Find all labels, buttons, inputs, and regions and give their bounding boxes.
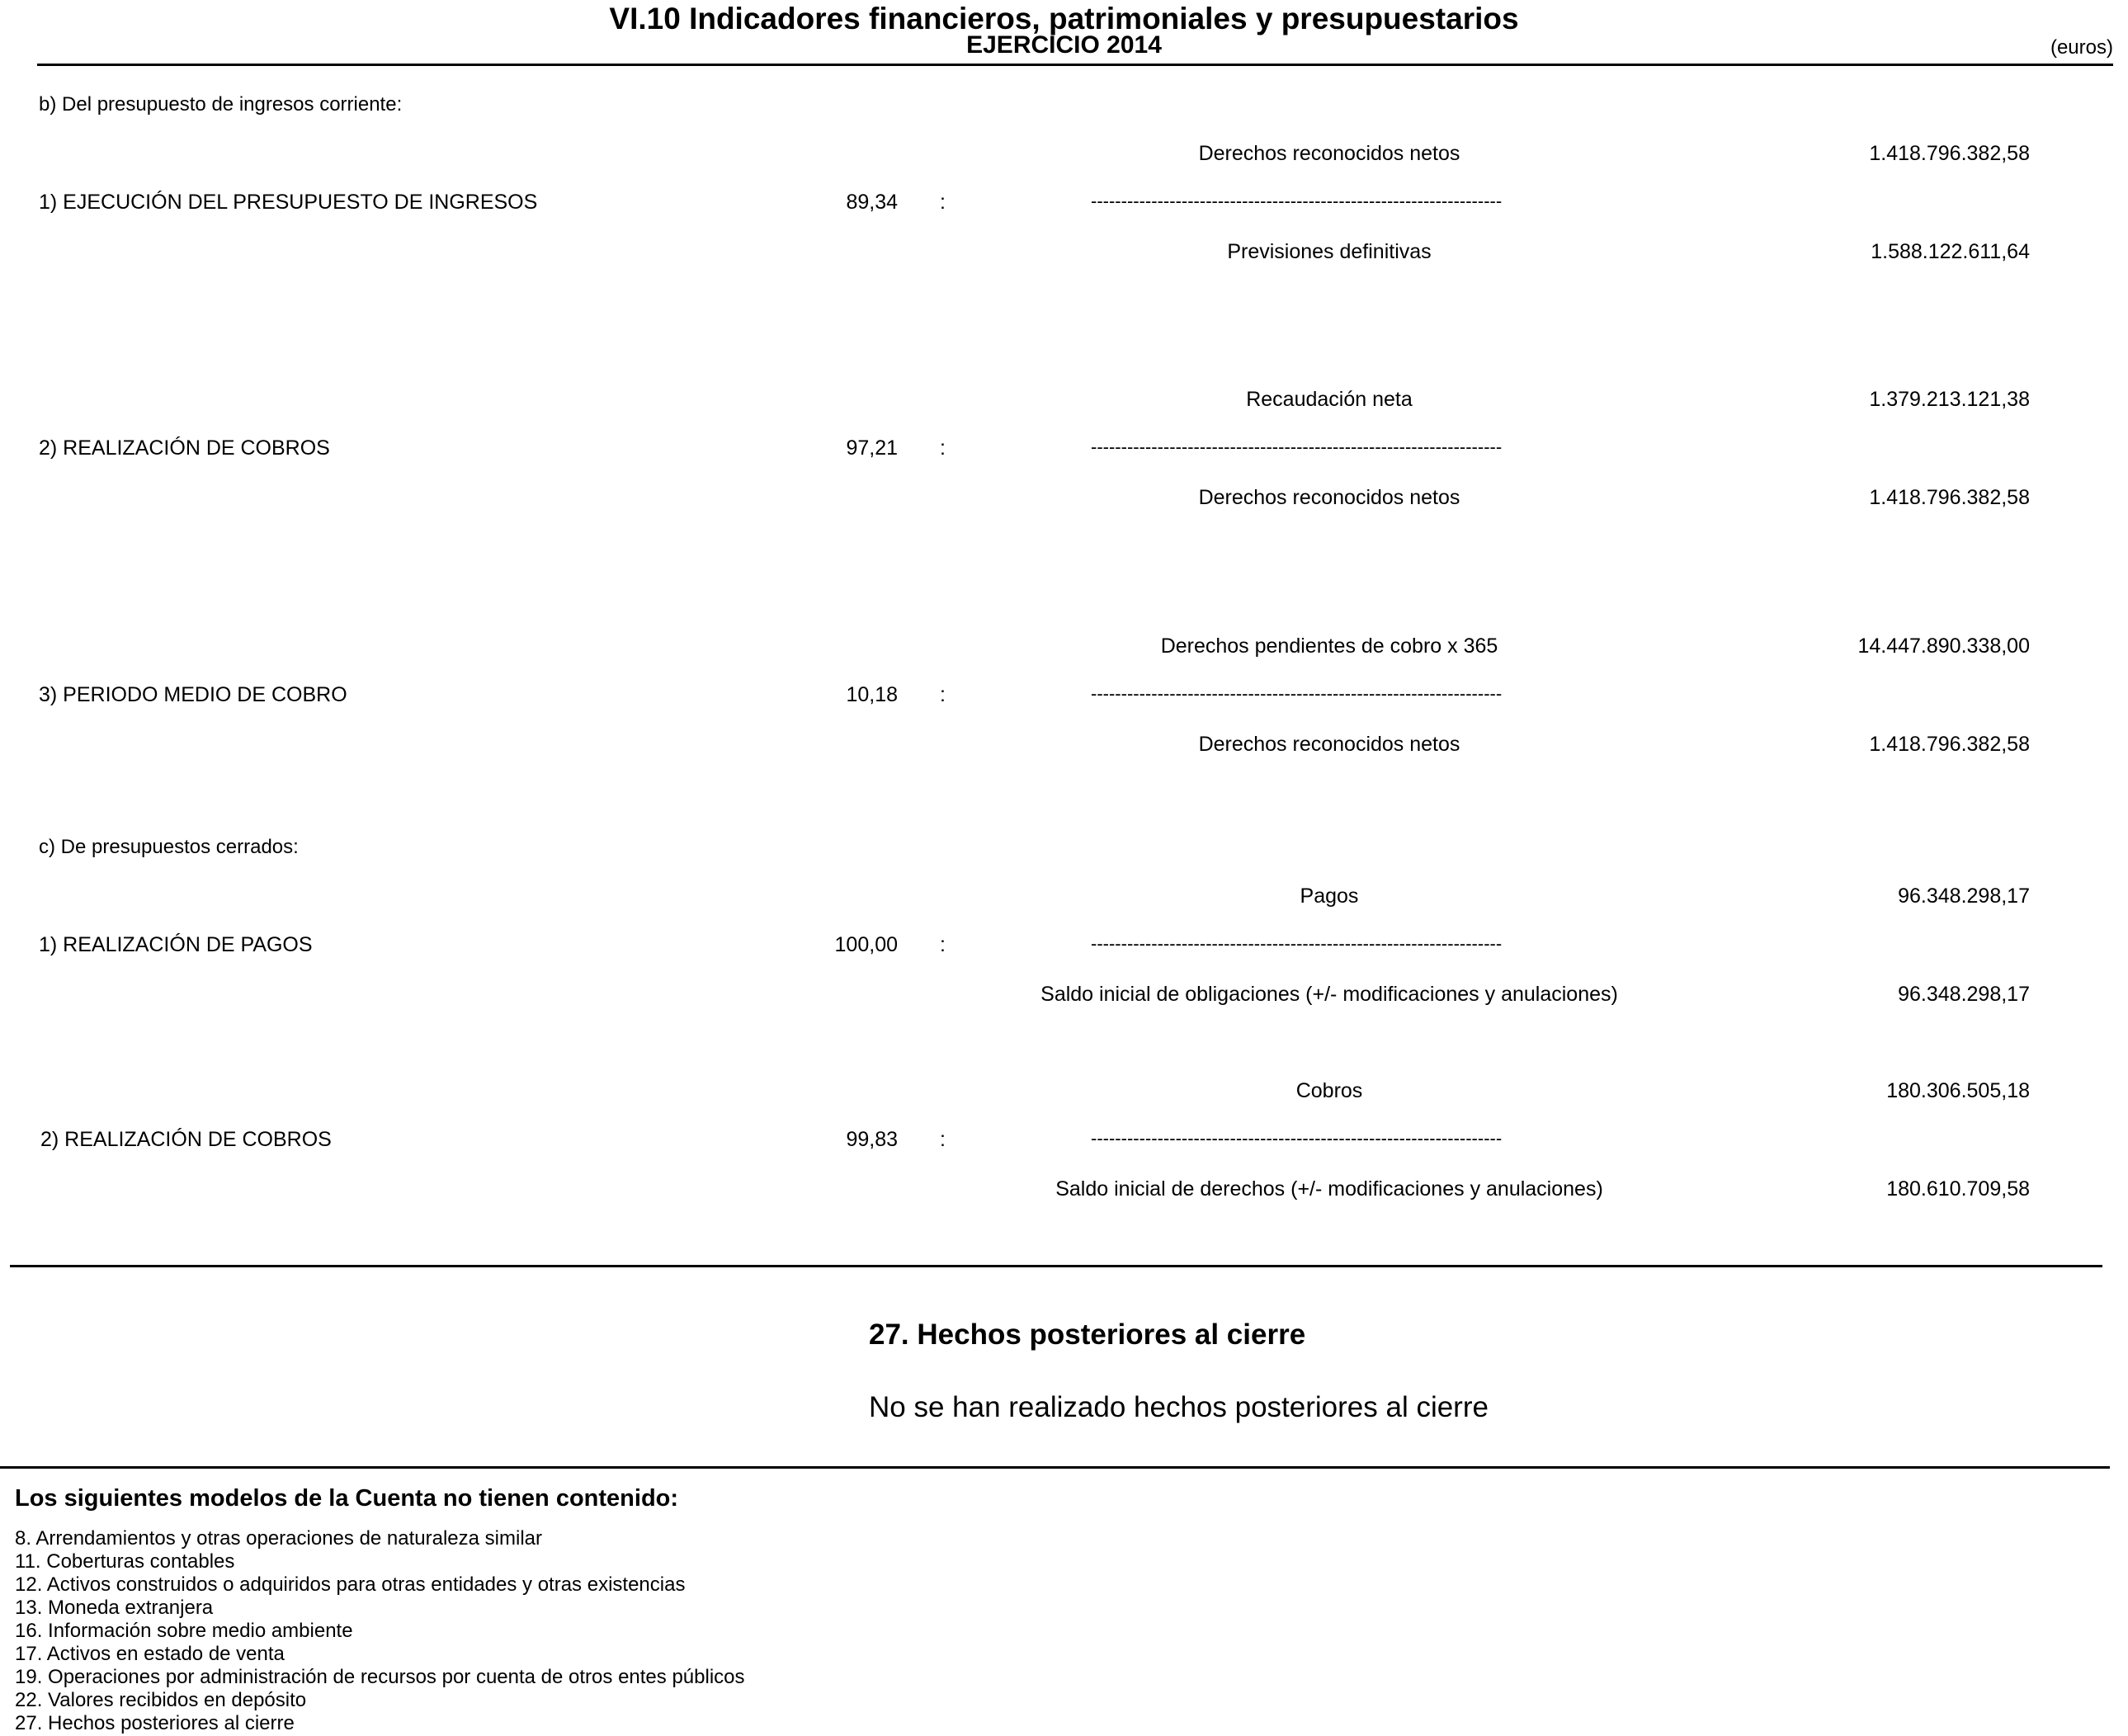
numerator-label: Derechos pendientes de cobro x 365 (1160, 634, 1498, 658)
list-item: 11. Coberturas contables (15, 1550, 235, 1573)
indicator-value: 10,18 (846, 683, 898, 706)
denominator-value: 1.418.796.382,58 (1869, 733, 2030, 756)
indicator-colon: : (940, 1128, 946, 1151)
indicator-colon: : (940, 191, 946, 214)
numerator-label: Pagos (1300, 885, 1359, 908)
list-item: 19. Operaciones por administración de recursos por cuenta de otros entes públicos (15, 1666, 745, 1688)
indicator-label: 2) REALIZACIÓN DE COBROS (40, 1128, 332, 1151)
denominator-label: Saldo inicial de derechos (+/- modificaciones y anulaciones) (1055, 1177, 1603, 1201)
indicator-value: 97,21 (846, 436, 898, 460)
section-b-heading: b) Del presupuesto de ingresos corriente: (39, 93, 403, 116)
indicator-value: 89,34 (846, 191, 898, 214)
list-item: 27. Hechos posteriores al cierre (15, 1712, 295, 1734)
modelos-heading: Los siguientes modelos de la Cuenta no tienen contenido: (15, 1485, 679, 1512)
modelos-divider (0, 1466, 2110, 1469)
numerator-value: 14.447.890.338,00 (1857, 634, 2030, 658)
page-title: VI.10 Indicadores financieros, patrimoniales y presupuestarios (609, 2, 1519, 35)
list-item: 22. Valores recibidos en depósito (15, 1689, 307, 1711)
denominator-label: Derechos reconocidos netos (1198, 733, 1460, 756)
denominator-value: 180.610.709,58 (1886, 1177, 2030, 1201)
denominator-label: Saldo inicial de obligaciones (+/- modificaciones y anulaciones) (1040, 983, 1618, 1006)
section-c-heading: c) De presupuestos cerrados: (39, 836, 299, 858)
indicator-label: 1) EJECUCIÓN DEL PRESUPUESTO DE INGRESOS (39, 191, 538, 214)
fraction-line: -------------------------------------------------------------------- (1091, 1128, 1503, 1149)
section-divider (10, 1265, 2102, 1267)
denominator-label: Previsiones definitivas (1227, 240, 1432, 263)
indicator-colon: : (940, 933, 946, 956)
numerator-label: Derechos reconocidos netos (1198, 142, 1460, 165)
denominator-value: 96.348.298,17 (1898, 983, 2030, 1006)
fraction-line: -------------------------------------------------------------------- (1091, 436, 1503, 457)
indicator-colon: : (940, 683, 946, 706)
fraction-line: -------------------------------------------------------------------- (1091, 191, 1503, 211)
numerator-value: 1.379.213.121,38 (1869, 388, 2030, 411)
section-27-text: No se han realizado hechos posteriores al cierre (869, 1391, 1489, 1423)
list-item: 17. Activos en estado de venta (15, 1643, 285, 1665)
list-item: 16. Información sobre medio ambiente (15, 1620, 353, 1642)
indicator-label: 1) REALIZACIÓN DE PAGOS (39, 933, 313, 956)
indicator-colon: : (940, 436, 946, 460)
numerator-label: Recaudación neta (1246, 388, 1413, 411)
numerator-value: 1.418.796.382,58 (1869, 142, 2030, 165)
list-item: 8. Arrendamientos y otras operaciones de naturaleza similar (15, 1527, 542, 1550)
list-item: 12. Activos construidos o adquiridos para otras entidades y otras existencias (15, 1573, 686, 1596)
denominator-value: 1.588.122.611,64 (1871, 240, 2030, 263)
modelos-list (15, 1527, 745, 1735)
numerator-value: 180.306.505,18 (1886, 1079, 2030, 1102)
section-27-heading: 27. Hechos posteriores al cierre (869, 1319, 1306, 1351)
units-label: (euros) (2050, 36, 2113, 59)
numerator-value: 96.348.298,17 (1898, 885, 2030, 908)
indicator-label: 3) PERIODO MEDIO DE COBRO (39, 683, 347, 706)
numerator-label: Cobros (1295, 1079, 1363, 1102)
indicator-value: 99,83 (846, 1128, 898, 1151)
indicator-value: 100,00 (834, 933, 898, 956)
fraction-line: -------------------------------------------------------------------- (1091, 933, 1503, 954)
header-divider (37, 64, 2113, 66)
denominator-value: 1.418.796.382,58 (1869, 486, 2030, 509)
page-subtitle: EJERCICIO 2014 (966, 31, 1162, 59)
list-item: 13. Moneda extranjera (15, 1597, 214, 1619)
denominator-label: Derechos reconocidos netos (1198, 486, 1460, 509)
fraction-line: -------------------------------------------------------------------- (1091, 683, 1503, 704)
indicator-label: 2) REALIZACIÓN DE COBROS (39, 436, 330, 460)
